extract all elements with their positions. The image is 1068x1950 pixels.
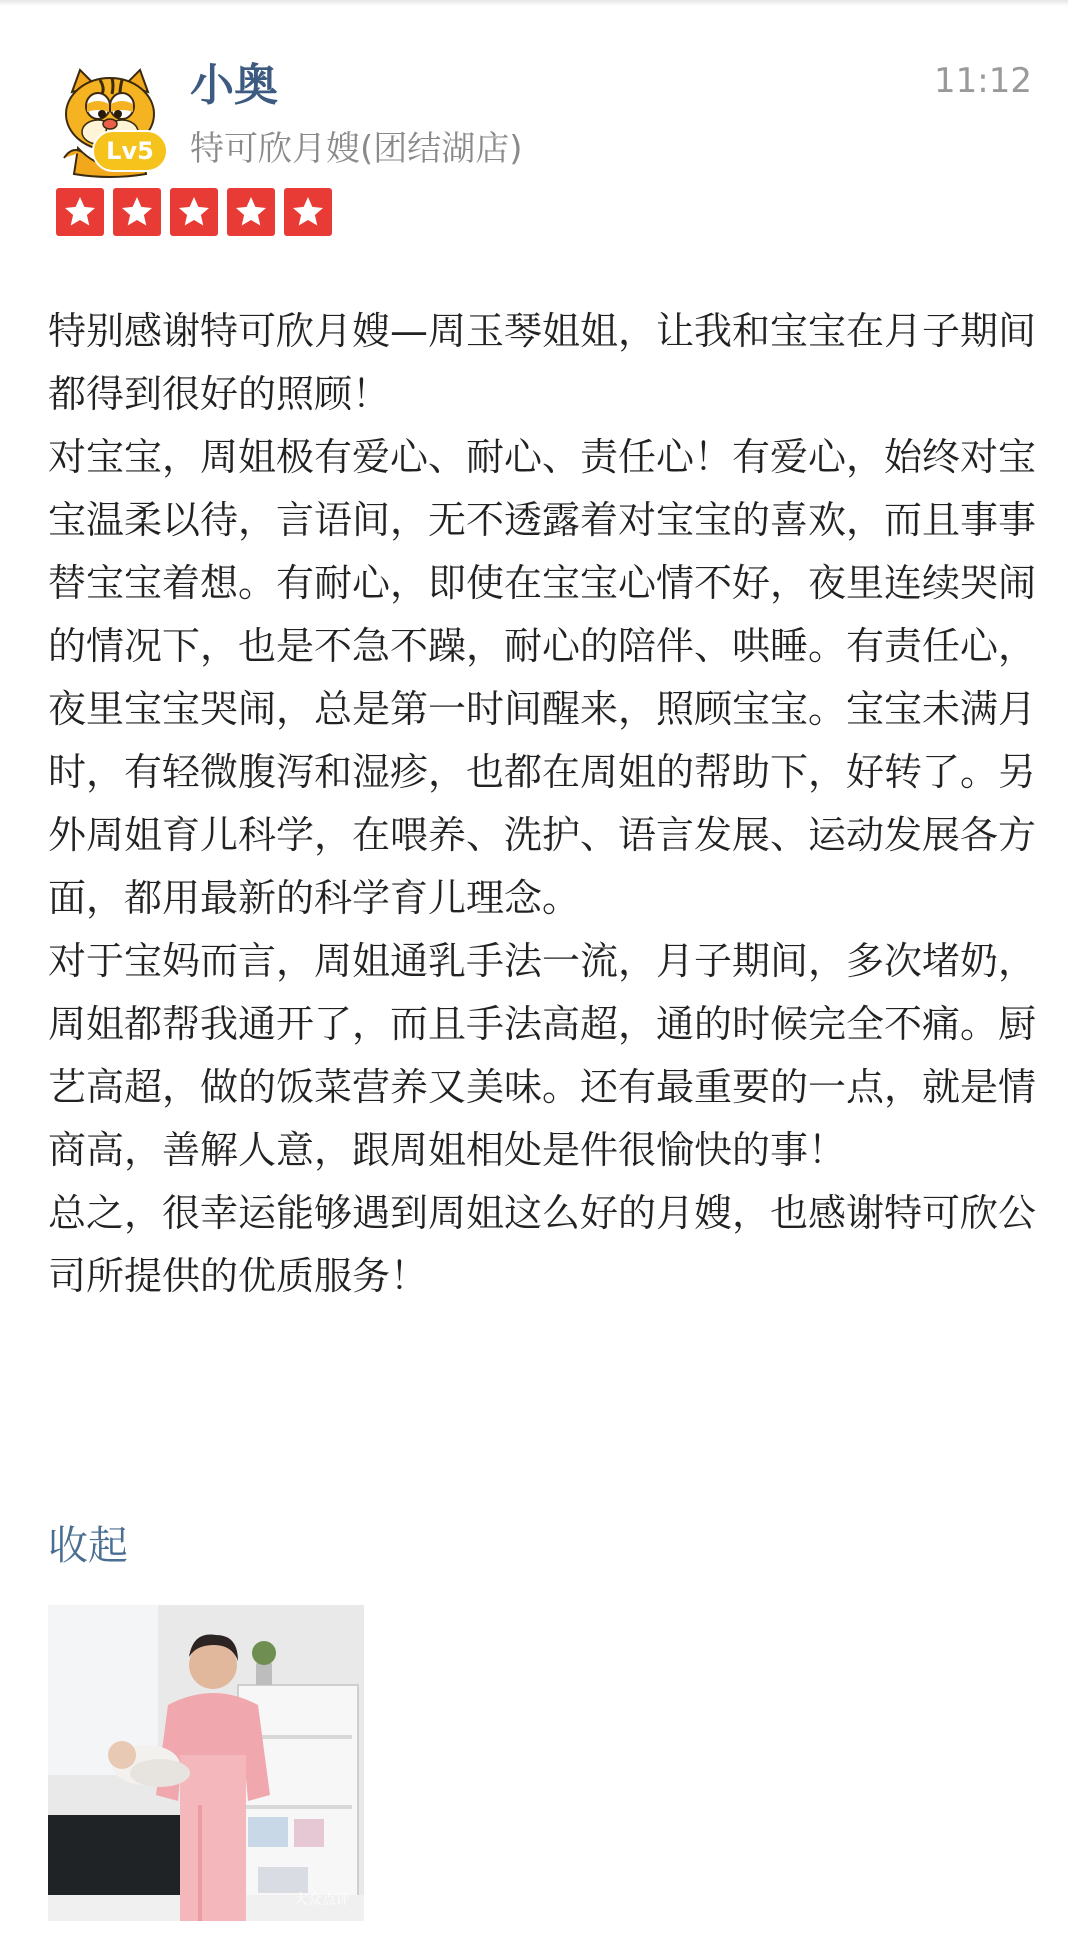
star-icon xyxy=(284,188,332,236)
collapse-button[interactable]: 收起 xyxy=(48,1523,128,1569)
review-text xyxy=(48,300,1038,1308)
star-rating xyxy=(56,188,341,236)
review-time: 11:12 xyxy=(934,61,1032,101)
photo-watermark: 大众点评 xyxy=(294,1892,350,1908)
star-icon xyxy=(170,188,218,236)
shop-name[interactable]: 特可欣月嫂(团结湖店) xyxy=(190,129,523,169)
review-paragraph: 对于宝妈而言，周姐通乳手法一流，月子期间，多次堵奶，周姐都帮我通开了，而且手法高超，通的时候完全不痛。厨艺高超，做的饭菜营养又美味。还有最重要的一点，就是情商高，善解人意，跟周姐相处是件很愉快的事！ xyxy=(48,939,1037,1172)
star-icon xyxy=(113,188,161,236)
star-icon xyxy=(56,188,104,236)
review-paragraph: 对宝宝，周姐极有爱心、耐心、责任心！有爱心，始终对宝宝温柔以待，言语间，无不透露着对宝宝的喜欢，而且事事替宝宝着想。有耐心，即使在宝宝心情不好，夜里连续哭闹的情况下，也是不急不躁，耐心的陪伴、哄睡。有责任心，夜里宝宝哭闹，总是第一时间醒来，照顾宝宝。宝宝未满月时，有轻微腹泻和湿疹，也都在周姐的帮助下，好转了。另外周姐育儿科学，在喂养、洗护、语言发展、运动发展各方面，都用最新的科学育儿理念。 xyxy=(48,435,1037,920)
user-name[interactable]: 小奥 xyxy=(190,60,278,111)
top-divider xyxy=(0,0,1068,6)
review-photo[interactable] xyxy=(48,1605,364,1921)
star-icon xyxy=(227,188,275,236)
review-photo-image xyxy=(48,1605,364,1921)
review-paragraph: 总之，很幸运能够遇到周姐这么好的月嫂，也感谢特可欣公司所提供的优质服务！ xyxy=(48,1191,1037,1298)
user-level-badge: Lv5 xyxy=(92,130,168,172)
review-paragraph: 特别感谢特可欣月嫂—周玉琴姐姐，让我和宝宝在月子期间都得到很好的照顾！ xyxy=(48,309,1037,416)
